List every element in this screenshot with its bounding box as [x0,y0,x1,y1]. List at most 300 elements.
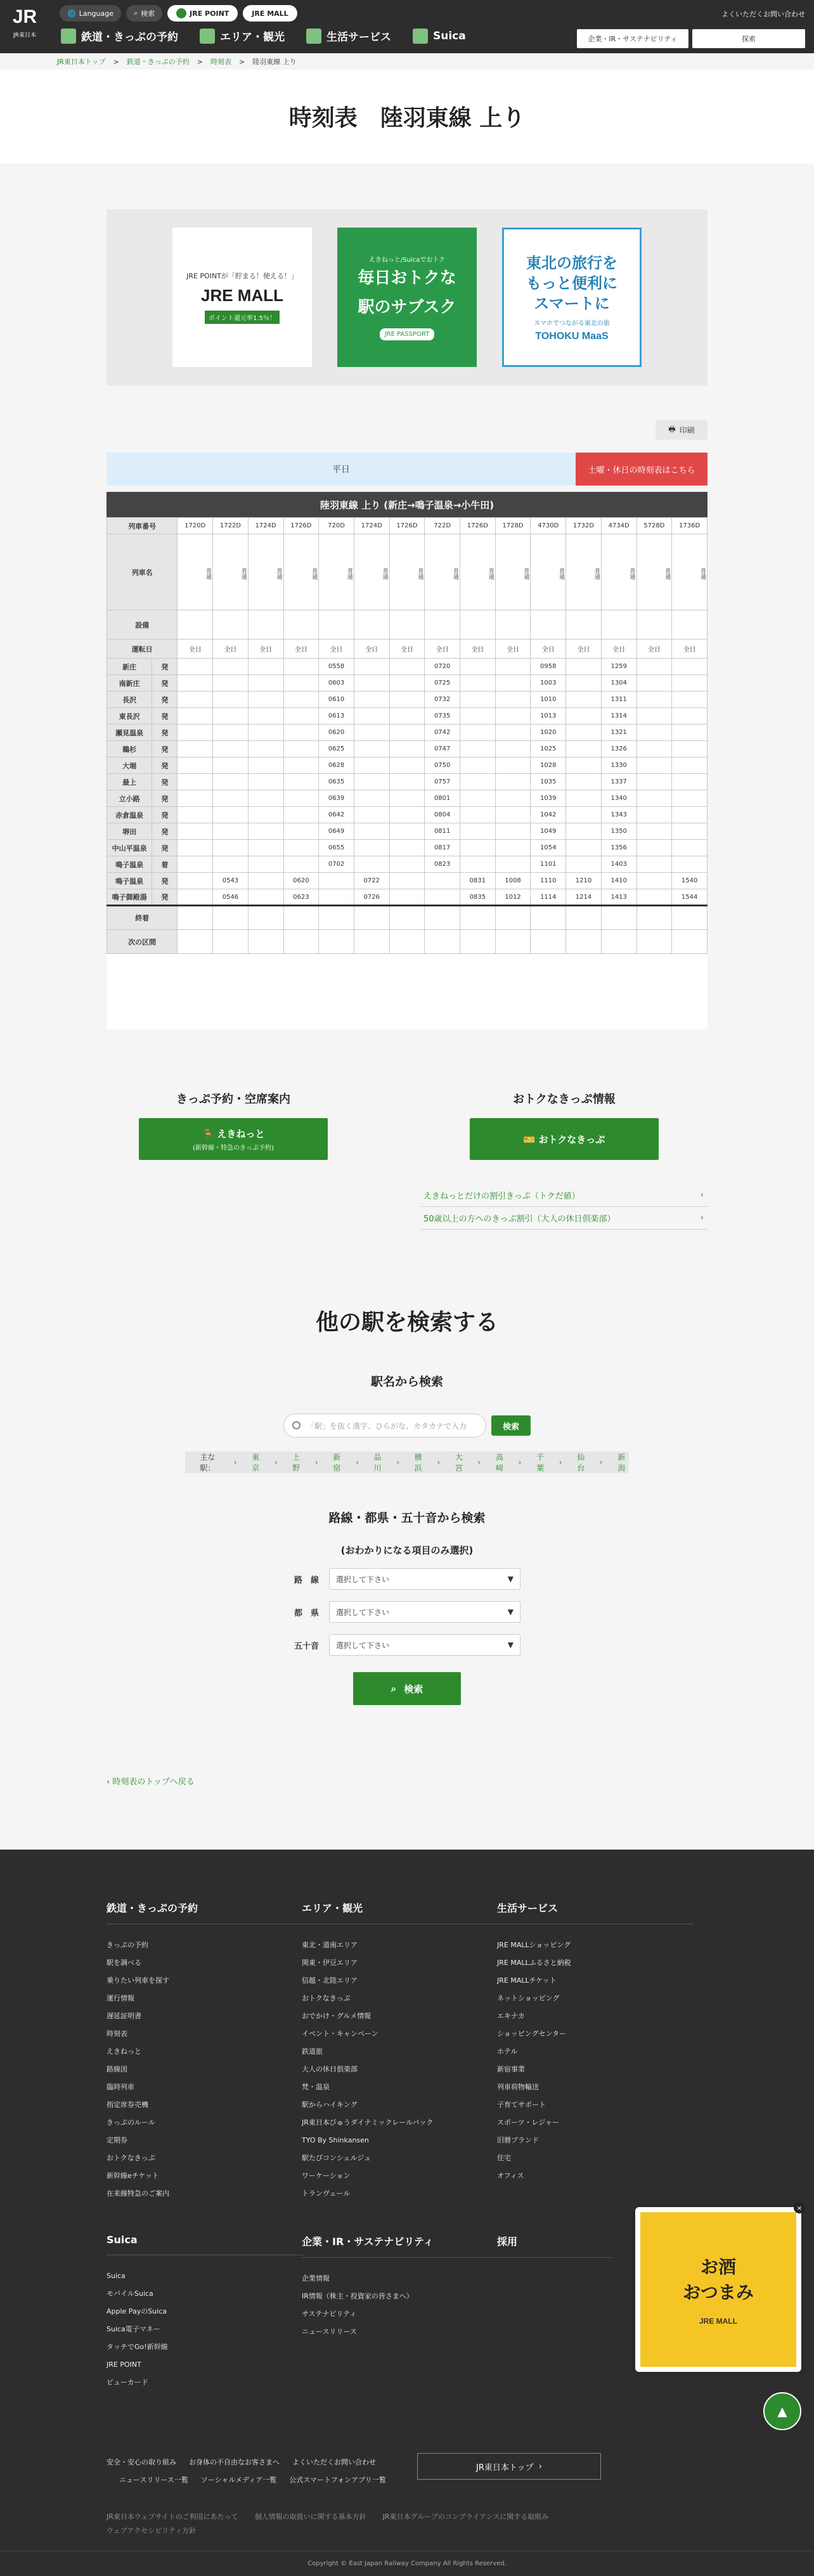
time-cell: 0649 [319,823,354,840]
station-row [107,807,707,823]
utility-bar [60,5,297,22]
row-train-name [107,534,707,610]
time-cell [460,757,496,774]
pref-field-row: 都 県 選択して下さい ▼ [0,1601,814,1623]
time-cell [460,708,496,724]
main-station-link[interactable]: 高崎 [495,1453,503,1472]
time-cell: 1214 [566,889,602,906]
time-cell [389,840,425,856]
time-cell: 1340 [601,790,636,807]
main-station-link[interactable]: 品川 [373,1453,382,1472]
time-cell [672,856,707,873]
time-cell [566,856,602,873]
language-button[interactable]: 🌐 Language [60,5,121,22]
timetable-cell [354,930,389,954]
time-cell [283,757,319,774]
banner-tohoku-maas[interactable]: 東北の旅行を もっと便利に スマートに スマホでつながる東北の旅 TOHOKU MaaS [502,228,642,367]
time-cell: 1114 [531,889,566,906]
station-row [107,659,707,675]
nav-item-life[interactable]: 生活サービス [306,28,391,44]
time-cell: 1028 [531,757,566,774]
timetable-cell: 普通 [460,534,496,610]
time-cell: 1025 [531,741,566,757]
footer-policy-links [107,2510,707,2538]
time-cell [283,708,319,724]
timetable-cell [319,906,354,930]
footer-link[interactable]: モバイルSuica [107,2289,153,2298]
station-row [107,757,707,774]
time-cell: 0546 [213,889,249,906]
footer-link[interactable]: イベント・キャンペーン [302,2030,378,2038]
time-cell [566,823,602,840]
time-cell: 0742 [425,724,460,741]
breadcrumb-timetable[interactable]: 時刻表 [210,58,231,66]
row-next-section-label: 次の区間 [107,930,178,954]
time-cell [495,724,531,741]
time-cell [354,840,389,856]
time-cell [389,823,425,840]
footer-link[interactable]: IR情報（株主・投資家の皆さまへ） [302,2292,413,2300]
by-route-title: 路線・都県・五十音から検索 [328,1511,486,1525]
footer-link[interactable]: ネットショッピング [497,1994,560,2002]
promo-close-button[interactable]: × [794,2202,805,2213]
footer-link[interactable]: サステナビリティ [302,2310,357,2318]
time-cell: 0735 [425,708,460,724]
time-cell [389,873,425,889]
timetable-cell [566,930,602,954]
footer-link[interactable]: 大人の休日倶楽部 [302,2065,358,2073]
chevron-down-icon: ▼ [507,1607,514,1616]
time-cell [178,889,213,906]
nav-item-suica[interactable]: Suica [413,28,466,44]
time-cell [566,790,602,807]
time-cell: 1013 [531,708,566,724]
timetable-cell: 1732D [566,518,602,534]
time-cell [178,790,213,807]
footer-link[interactable]: 新幹線eチケット [107,2172,159,2180]
footer-link[interactable]: 信越・北陸エリア [302,1976,358,1985]
time-cell [425,873,460,889]
timetable-cell [566,906,602,930]
footer-link[interactable]: 遅延証明書 [107,2012,141,2020]
time-cell: 0642 [319,807,354,823]
footer-link[interactable]: JRE MALLチケット [497,1976,557,1985]
timetable-cell: 4734D [601,518,636,534]
time-cell [213,675,249,692]
jre-top-button[interactable]: JR東日本トップ › [417,2453,601,2480]
footer-link[interactable]: ビューカード [107,2378,148,2386]
timetable-cell: 全日 [601,640,636,659]
kana-select[interactable]: 選択して下さい ▼ [329,1634,520,1656]
footer-link[interactable]: JRE POINT [107,2360,141,2369]
time-cell [389,692,425,708]
footer-link[interactable]: きっぷの予約 [107,1941,148,1949]
time-cell: 0750 [425,757,460,774]
main-station-link[interactable]: 横浜 [414,1453,422,1472]
station-name: 東長沢 [107,708,152,724]
route-subtitle: (おわかりになる項目のみ選択) [340,1545,474,1556]
station-row [107,873,707,889]
station-name-input[interactable]: 「駅」を抜く漢字、ひらがな、カタカナで入力 [283,1414,486,1438]
footer-link[interactable]: 鉄道旅 [302,2047,323,2056]
site-search-input[interactable]: 探索 [692,29,805,48]
footer-link[interactable]: JR東日本びゅうダイナミックレールパック [302,2118,434,2127]
timetable-cell: 全日 [672,640,707,659]
route-select[interactable]: 選択して下さい ▼ [329,1568,520,1590]
time-cell: 1042 [531,807,566,823]
chevron-right-icon: › [437,1458,441,1467]
time-cell: 0639 [319,790,354,807]
timetable-cell [248,906,283,930]
time-cell [354,790,389,807]
accessibility-link[interactable]: ウェブアクセシビリティ方針 [107,2527,197,2535]
footer-link[interactable]: 企業情報 [302,2274,330,2283]
promo-popup[interactable]: お酒 おつまみ JRE MALL [635,2207,801,2372]
back-to-top-button[interactable] [763,2392,801,2430]
time-cell [248,724,283,741]
time-cell: 0628 [319,757,354,774]
time-cell [460,741,496,757]
otoku-button[interactable]: 🎫 おトクなきっぷ [470,1118,659,1160]
time-cell [354,675,389,692]
timetable-cell [425,906,460,930]
timetable-cell [248,930,283,954]
footer-link[interactable]: Suica [107,2271,126,2280]
main-station-link[interactable]: 仙台 [577,1453,585,1472]
prefecture-select[interactable]: 選択して下さい ▼ [329,1601,520,1623]
footer-link[interactable]: 子育てサポート [497,2101,546,2109]
time-cell: 1039 [531,790,566,807]
footer-link[interactable]: タッチでGo!新幹線 [107,2343,168,2351]
footer-link[interactable]: ホテル [497,2047,518,2056]
footer-link[interactable]: おトクなきっぷ [302,1994,351,2002]
ekinet-button[interactable]: 🪑 えきねっと (新幹線・特急のきっぷ予約) [139,1118,328,1160]
station-row [107,774,707,790]
time-cell [460,692,496,708]
time-cell [460,724,496,741]
footer-col-suica: Suica Suica モバイルSuica Apple PayのSuica Suica電子マネー タッチでGo!新幹線 JRE POINT ビューカード [107,2234,303,2391]
time-cell: 0725 [425,675,460,692]
time-cell [283,807,319,823]
tab-holiday[interactable]: 土曜・休日の時刻表はこちら [576,453,707,486]
time-cell: 0635 [319,774,354,790]
time-cell: 1413 [601,889,636,906]
time-cell [248,889,283,906]
footer-link[interactable]: 在来線特急のご案内 [107,2189,169,2198]
time-cell: 1110 [531,873,566,889]
breadcrumb-rail[interactable]: 鉄道・きっぷの予約 [126,58,190,66]
back-to-timetable-top[interactable]: ‹ 時刻表のトップへ戻る [107,1777,195,1787]
row-equipment [107,610,707,640]
station-direction: 発 [152,873,178,889]
timetable-cell [425,610,460,640]
chevron-right-icon: › [396,1458,400,1467]
corporate-link[interactable]: 企業・IR・サステナビリティ [577,29,688,48]
timetable-cell [672,610,707,640]
time-cell [178,840,213,856]
station-direction: 発 [152,708,178,724]
footer-link[interactable]: 時刻表 [107,2030,127,2038]
time-cell: 1540 [672,873,707,889]
station-direction: 発 [152,692,178,708]
row-run-day [107,640,707,659]
time-cell: 0958 [531,659,566,675]
footer-link[interactable]: スポーツ・レジャー [497,2118,560,2127]
time-cell [213,790,249,807]
time-cell [566,774,602,790]
time-cell [213,659,249,675]
footer-link[interactable]: おでかけ・グルメ情報 [302,2012,371,2020]
footer-link[interactable]: えきねっと [107,2047,141,2056]
station-direction: 発 [152,790,178,807]
time-cell: 0610 [319,692,354,708]
time-cell [460,840,496,856]
tab-weekday[interactable]: 平日 [107,453,576,486]
footer-link[interactable]: 路線図 [107,2065,127,2073]
time-cell [248,823,283,840]
suica-icon [413,29,428,44]
timetable [107,492,707,1029]
footer-link[interactable]: 指定席券売機 [107,2101,148,2109]
footer-link[interactable]: 関東・伊豆エリア [302,1959,358,1967]
station-row [107,856,707,873]
time-cell [283,741,319,757]
footer-bottom-link[interactable]: ニュースリリース一覧 [119,2476,188,2484]
faq-link[interactable]: よくいただくお問い合わせ [721,10,805,18]
station-direction: 発 [152,741,178,757]
jre-mall-link[interactable]: JRE MALL [243,5,297,22]
time-cell [354,807,389,823]
link-otona-kyujitsu[interactable]: 50歳以上の方へのきっぷ割引（大人の休日倶楽部） › [421,1207,707,1230]
page-title: 時刻表 陸羽東線 上り [288,105,526,131]
chevron-right-icon: › [599,1458,603,1467]
time-cell: 1311 [601,692,636,708]
timetable-cell [672,930,707,954]
time-cell: 0823 [425,856,460,873]
chevron-right-icon: › [477,1458,481,1467]
station-name: 最上 [107,774,152,790]
timetable-cell: 1728D [495,518,531,534]
timetable-cell [566,610,602,640]
footer-col-area: エリア・観光 東北・道南エリア 関東・伊豆エリア 信越・北陸エリア おトクなきっぷ おでかけ・グルメ情報 イベント・キャンペーン 鉄道旅 大人の休日倶楽部 梵・温泉 駅からハイキング JR東日本びゅうダイナミックレールパック TYO By Shinkansen 駅たびコンシェルジュ ワーケーション トランヴェール [302,1900,498,2202]
footer-link[interactable]: エキナカ [497,2012,525,2020]
footer-link[interactable]: Suica電子マネー [107,2325,160,2333]
timetable-cell [460,610,496,640]
timetable-cell [389,610,425,640]
footer-link[interactable]: ショッピングセンター [497,2030,567,2038]
time-cell [354,856,389,873]
time-cell [354,708,389,724]
footer-link[interactable]: JRE MALLショッピング [497,1941,571,1949]
time-cell [672,790,707,807]
footer-link[interactable]: 住宅 [497,2154,511,2162]
chevron-right-icon: › [314,1458,318,1467]
time-cell [283,856,319,873]
time-cell [248,675,283,692]
footer-link[interactable]: ニュースリリース [302,2328,357,2336]
time-cell: 0620 [283,873,319,889]
time-cell [283,774,319,790]
time-cell [248,741,283,757]
logo-mark: JR [12,6,37,27]
search-icon: ⌕ [391,1683,397,1694]
policy-link[interactable]: JR東日本グループのコンプライアンスに関する取組み [382,2513,549,2521]
chevron-right-icon: › [559,1458,562,1467]
station-row [107,889,707,906]
station-name: 赤倉温泉 [107,807,152,823]
timetable-cell [495,906,531,930]
globe-icon: 🌐 [67,9,76,18]
time-cell [354,692,389,708]
time-cell [354,823,389,840]
footer-bottom-link[interactable]: 公式スマートフォンアプリ一覧 [289,2476,386,2484]
timetable-cell [460,906,496,930]
footer-bottom-link[interactable]: お身体の不自由なお客さまへ [189,2458,280,2466]
nav-item-area[interactable]: エリア・観光 [200,28,285,44]
station-direction: 発 [152,889,178,906]
time-cell: 1049 [531,823,566,840]
main-station-link[interactable]: 新宿 [333,1453,341,1472]
timetable-cell: 普通 [354,534,389,610]
main-station-link[interactable]: 東京 [252,1453,260,1472]
route-search [0,1509,814,1705]
main-station-link[interactable]: 新潟 [617,1453,626,1472]
timetable-cell [319,930,354,954]
time-cell [425,889,460,906]
footer-bottom-link[interactable]: ソーシャルメディア一覧 [200,2476,277,2484]
time-cell [566,741,602,757]
chevron-right-icon: › [518,1458,522,1467]
timetable-cell [601,906,636,930]
time-cell [283,790,319,807]
time-cell [636,807,672,823]
timetable-cell [636,610,672,640]
time-cell [672,692,707,708]
time-cell [636,757,672,774]
time-cell [213,856,249,873]
nav-item-rail[interactable]: 鉄道・きっぷの予約 [61,28,178,44]
footer-link[interactable]: 列車荷物輸送 [497,2083,539,2091]
breadcrumb-current: 陸羽東線 上り [252,58,297,66]
train-icon [61,29,76,44]
timetable-cell [672,906,707,930]
footer-link[interactable]: 駅を調べる [107,1959,141,1967]
route-search-button[interactable]: ⌕ 検索 [353,1672,461,1705]
footer-link[interactable]: Apple PayのSuica [107,2307,167,2315]
station-search-button[interactable]: 検索 [491,1415,531,1436]
footer-link[interactable]: 東北・道南エリア [302,1941,358,1949]
time-cell [566,724,602,741]
main-station-link[interactable]: 大宮 [455,1453,463,1472]
chevron-right-icon: › [233,1458,237,1467]
breadcrumb-top[interactable]: JR東日本トップ [57,58,106,66]
time-cell [354,724,389,741]
link-tokudane[interactable]: えきねっとだけの割引きっぷ（トクだ値） › [421,1184,707,1207]
otoku-title: おトクなきっぷ情報 [513,1093,616,1106]
jr-east-logo[interactable] [6,6,43,47]
time-cell [636,856,672,873]
time-cell [389,675,425,692]
banner-subscription[interactable]: えきねっと/Suicaでおトク 毎日おトクな 駅のサブスク JRE PASSPORT [337,228,477,367]
footer-link[interactable]: 乗りたい列車を探す [107,1976,169,1985]
footer-link[interactable]: 駅からハイキング [302,2101,358,2109]
time-cell [636,790,672,807]
footer-link[interactable]: オフィス [497,2172,524,2180]
footer-link[interactable]: 新宿事業 [497,2065,525,2073]
footer-link[interactable]: 梵・温泉 [302,2083,330,2091]
footer-link[interactable]: 旧暦ブランド [497,2136,539,2144]
footer-link[interactable]: 運行情報 [107,1994,134,2002]
copyright: Copyright © East Japan Railway Company All Rights Reserved. [0,2551,814,2576]
footer-bottom-link[interactable]: よくいただくお問い合わせ [292,2458,376,2466]
footer-link[interactable]: トランヴェール [302,2189,351,2198]
timetable-cell: 全日 [495,640,531,659]
time-cell: 0817 [425,840,460,856]
banner-jre-mall[interactable]: JRE POINTが「貯まる！使える！」 JRE MALL ポイント還元率1.5％！ [172,228,312,367]
footer-link[interactable]: ワーケーション [302,2172,351,2180]
footer-link[interactable]: きっぷのルール [107,2118,155,2127]
footer-link[interactable]: おトクなきっぷ [107,2154,155,2162]
time-cell [283,692,319,708]
time-cell [495,757,531,774]
time-cell [672,840,707,856]
station-row [107,708,707,724]
jre-point-link[interactable]: JRE POINT [167,5,238,22]
footer-link[interactable]: 駅たびコンシェルジュ [302,2154,371,2162]
footer-link[interactable]: 定期券 [107,2136,127,2144]
timetable-cell: 722D [425,518,460,534]
timetable-cell: 1736D [672,518,707,534]
policy-link[interactable]: JR東日本ウェブサイトのご利用にあたって [107,2513,238,2521]
footer-link[interactable]: TYO By Shinkansen [302,2135,369,2144]
station-name: 鳴子温泉 [107,856,152,873]
main-station-link[interactable]: 千葉 [536,1453,545,1472]
time-cell [178,675,213,692]
time-cell [566,692,602,708]
timetable-cell [248,610,283,640]
time-cell: 0726 [354,889,389,906]
footer-bottom-link[interactable]: 安全・安心の取り組み [107,2458,176,2466]
timetable-cell: 1726D [460,518,496,534]
timetable-cell [178,930,213,954]
search-button[interactable]: ⌕ 検索 [126,5,162,22]
policy-link[interactable]: 個人情報の取扱いに関する基本方針 [254,2513,366,2521]
footer-link[interactable]: 臨時列車 [107,2083,134,2091]
timetable-cell: 普通 [248,534,283,610]
time-cell: 0702 [319,856,354,873]
station-row [107,724,707,741]
footer-link[interactable]: JRE MALLふるさと納税 [497,1959,571,1967]
time-cell [178,692,213,708]
time-cell [354,741,389,757]
time-cell: 0655 [319,840,354,856]
time-cell [389,659,425,675]
time-cell: 1304 [601,675,636,692]
timetable-cell [354,610,389,640]
timetable-cell: 普通 [425,534,460,610]
timetable-cell: 普通 [566,534,602,610]
timetable-cell: 全日 [178,640,213,659]
time-cell [495,692,531,708]
station-name: 新庄 [107,659,152,675]
station-name: 中山平温泉 [107,840,152,856]
time-cell [636,823,672,840]
main-station-link[interactable]: 上野 [292,1453,300,1472]
station-direction: 発 [152,757,178,774]
station-row [107,823,707,840]
print-button[interactable]: 🖶 印刷 [656,420,707,440]
time-cell [248,856,283,873]
